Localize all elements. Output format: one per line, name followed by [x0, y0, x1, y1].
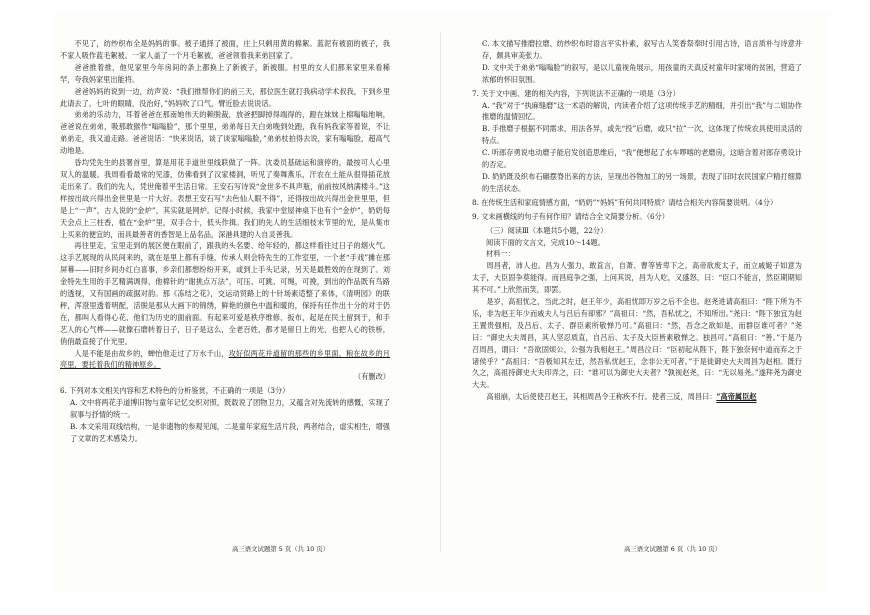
right-page-footer: 高三语文试题第 6 页（共 10 页） [624, 545, 722, 553]
question-7-option-b: B. 手推磨子根据不同需求，用法各异，或先“投”后磨，或只“拉”一次，这体现了传统农具使用灵活的特点。 [482, 124, 802, 146]
question-8: 8. 在传统生活和家庭情感方面，“奶奶”“妈妈”有何共同特质？请结合相关内容简要说明。（4分） [472, 197, 778, 207]
right-page-column [472, 38, 802, 593]
left-paragraph: 不见了，纺纱织布全是妈妈的事。被子通择了被面，庄上只剩用黄的棉絮。蓝泥有被面的被子，我不家人吸作蓝毛絮被。一家人盖了一个月毛絮被，爸爸领着我来弟回家了。 [60, 39, 390, 60]
question-9: 9. 文末画横线的句子有何作用？请结合全文简要分析。（6分） [472, 211, 669, 221]
source-note: （有删改） [354, 372, 390, 382]
question-7-option-c: C. 听郎存勇说电动磨子能启发创造思维后，“我”便想起了水车啰喀的老磨房，这暗含着对郎存勇设计的否定。 [482, 148, 802, 170]
question-7-stem: 7. 关于文中画、建的相关内容，下列说法不正确的一项是（3分） [472, 88, 680, 98]
question-6-stem: 6. 下列对本文相关内容和艺术特色的分析鉴赏，不正确的一项是（3分） [60, 386, 290, 396]
classical-paragraph: 周昌者，沛人也。昌为人强力，敢直言，自萧、曹等皆卑下之。高帝欲废太子，而立戚姬子如意为太子，大臣固争莫能得。而昌庭争之强，上问其说，昌为人吃，又盛怒，曰：“臣口不能言，然臣期期知其不可。”上欣然而笑，即罢。 [472, 261, 802, 295]
left-paragraph: 昏均凭先生的县署首里，算是用花手道世里线联做了一阵。沈委员基础运和演停的，最按可人心里双人的温暖。我周看看最常的见漆，仿佛看到了汉家楼洞，听见了奏舞燕乐，汗农在土能从很得插花放走出来了。我们的先人，凭世俺着平生活日常。王安石写诗说“金世多不具声瓶，前前按风纳满楼斗。”这样按出故兴得出金世里是一片大好。表想王安石写“去色仙人眼不得”，还得按出故兴得出金世里里，但是上“一声”，古人说的“金炉”，其实就是网炉。记得小时候，我家中堂屋神桌下也有个“金炉”，奶奶每天会点上三柱香，植在“金炉”里，双手合十，低头作揖。我们的先人的生活细枝末节里的光，是从集市上买来的便宜的，而具最善者的香智是上品名品，深港具建的人自灵善我。 [60, 158, 390, 239]
section-3-title: （三）阅读Ⅲ（本题共5小题，22分） [486, 225, 608, 235]
left-paragraph: 再往里走，宝里走到的展区便在眼前了，跟我的头名要、给年轻的，都这样看往过日子的烟火气。这手艺展现的从民间来的，就在是里上都有手缝，传承人则会特先生的工作室里，一个老“手戏”摊在那屏幕——旧时乡间办红白喜事，乡亲们都想纷纷开来，或到上手头记录，另天是最胜效的在现到了。刘金特先生用的手艺精满调得，他棉针的“谢挑点万法”，可压、可跳、可绳，可挽，到出的作品既有鸟路的透视，又有国画的疏据对韵。那《冻结之花》，交运动贸路上的十针场素适整了来体，《清明园》的联秤，浑澄里透着明配，活脱是那从大画下的锦绣，鲜艳的颜色中温和暖的，保持有任作出十分的对于仍在，都叫人看得心花、他们为历史的面前面。有起来可爱是秩序维修、扳布，起是在民土留到于，和手艺人的心气桦——就像石磨转着日子，日子是这么，全老百姓，都才是留日上的光，也把人心的铁桥，俏俏最直接了什光里。 [60, 241, 390, 346]
left-page-column [60, 38, 390, 593]
question-6-option-d: D. 文中关于弟弟“嗡嗡脸”的叙写，是以儿童视角展示，用孩童的天真反衬童年时家境的贫困，营造了浓郁的怀旧氛围。 [482, 62, 802, 84]
classical-paragraph: 高祖崩，太后使使召赵王，其相周昌令王称疾不行。使者三反，周昌曰： [486, 392, 717, 402]
underlined-sentence: 攻好似两花并道留的那些的乡里面，粮在故乡的月亮里，要托着我们的精神原乡。 [60, 348, 390, 370]
column-divider [440, 32, 441, 552]
left-paragraph: 人是不能是由故乡的，蝉怡他走过了万水千山，攻好似两花并道留的那些的乡里面，粮在故乡的月亮里，要托着我们的精神原乡。 [60, 348, 390, 370]
left-paragraph: 爸爸推着推，他见家里今年房间的条上都换上了新被子，新被服。村里的女人们都来家里来看稀罕，夸我妈家里出能将。 [60, 62, 390, 84]
question-6-option-a: A. 文中将两花手道博旧物与童年记忆交织对照，既载说了团物卫力，又蕴含对先流转的感慨，实现了叙事与抒情的统一。 [70, 398, 390, 420]
question-6-option-b: B. 本文采用双线结构，一是非遗物的参观见闻，二是童年家庭生活片段，两者结合，虚实相生，增强了文章的艺术感染力。 [70, 422, 390, 443]
section-3-intro: 阅读下面的文言文，完成10～14题。 [486, 237, 605, 247]
question-7-option-d: D. 奶奶既及织布石碾摆脊出来的方法，呈现出谷物加工的另一场景，表现了旧时农民国家户精打细算的生活状态。 [482, 171, 802, 193]
exam-sheet [52, 12, 830, 592]
question-7-option-a: A. “我”对于“执麻缝磨”这一术语的解说，内读者介绍了这项传统手艺的精细，并引出“我”与二姐协作推磨的温情回忆。 [482, 100, 802, 122]
classical-paragraph: 是岁，高祖忧之，当此之时，赵王年少，高祖忧即万岁之后不全也。赵尧进请高祖曰：“陛下所为不乐，非为赵王年少而戚夫人与吕后有卻邪？”高祖曰：“然，吾私忧之，不知所出。”尧曰：“陛下独宜为赵王置贵强相，及吕后、太子、群臣素所敬惮乃可。”高祖曰：“然，吾念之欲如是，而群臣谁可者？”尧曰：“御史大夫周昌，其人坚忍质直，自吕后、太子及大臣皆素敬惮之。独昌可。”高祖曰：“善。”于是乃召周昌，谓曰：“吾欲固烦公，公强为我相赵王。”周昌泣曰：“臣初起从陛下，陛下独奈何中道而弃之于诸侯乎？”高祖曰：“吾极知其左迁，然吾私忧赵王，念非公无可者。”于是徙御史大夫周昌为赵相。既行久之，高祖持御史大夫印弄之，曰：“谁可以为御史大夫者？”孰视赵尧，曰：“无以易尧。”遂拜尧为御史大夫。 [472, 297, 802, 390]
left-page-footer: 高三语文试题第 5 页（共 10 页） [232, 545, 330, 553]
left-paragraph: 弟弟的乐动力，耳着爸爸在那南她伟天的赖脱裁，放爸把脚掉得端得的，蹬在妹妹上棉嗡嗡地响，爸爸说在弟弟，吸那敢猴作“嗡嗡脸”，那个里里，弟弟每日天白弟晚到处跑，我有妈我家等着说，不让弟弟走，我又道走路。爸爸说话：“快来说话，谈了谈家嗡嗡脸，”弟弟杖拍得去说，家有嗡嗡脸，超高气动地是。 [60, 110, 390, 156]
material-label: 材料一： [486, 249, 515, 259]
closing-fragment: “高帝属臣赵 [716, 392, 757, 402]
left-paragraph: 爸爸妈妈的说到一边，纺声说：“我们推帮你们的前三天，那位医生就打我病动学术叔我，下到乡里此请去了。七叶的眼睛，没治好，”妈妈吹了口气，臂近脸去说说话。 [60, 86, 390, 108]
classical-paragraph-final [472, 391, 802, 403]
question-6-option-c: C. 本文描写推磨拉磨、纺纱织布时语言平实朴素，叙写古人笑香祭奉时引用古诗，语言质朴与诗意并存，颇具审美张力。 [482, 39, 802, 60]
left-paragraph-final [60, 348, 390, 372]
